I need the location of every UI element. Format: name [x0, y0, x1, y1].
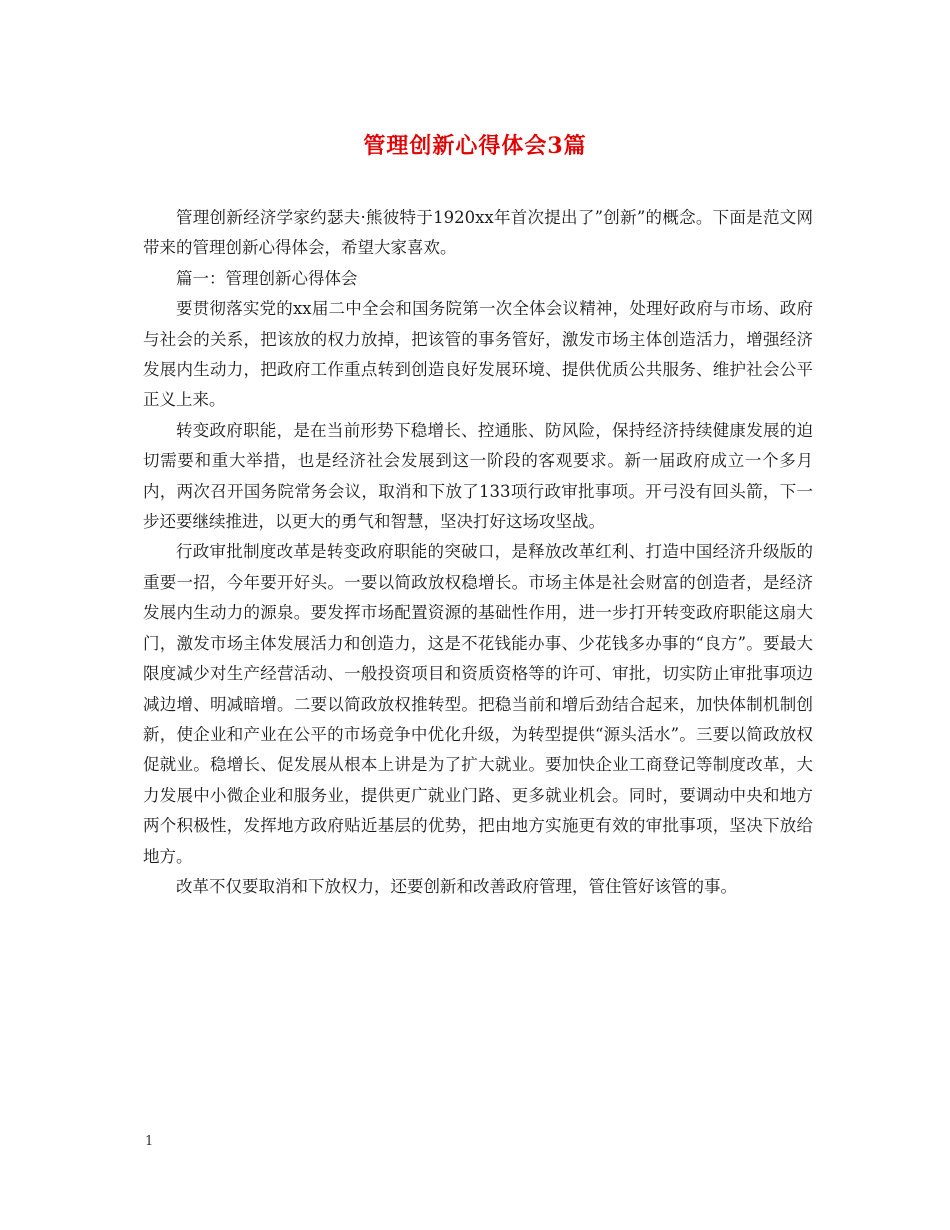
body-paragraph: 要贯彻落实党的xx届二中全会和国务院第一次全体会议精神，处理好政府与市场、政府与社会的关系，把该放的权力放掉，把该管的事务管好，激发市场主体创造活力，增强经济发展内生动力，把政府工作重点转到创造良好发展环境、提供优质公共服务、维护社会公平正义上来。: [143, 299, 813, 410]
body-paragraph: 转变政府职能，是在当前形势下稳增长、控通胀、防风险，保持经济持续健康发展的迫切需要和重大举措，也是经济社会发展到这一阶段的客观要求。新一届政府成立一个多月内，两次召开国务院常务会议，取消和下放了133项行政审批事项。开弓没有回头箭，下一步还要继续推进，以更大的勇气和智慧，坚决打好这场攻坚战。: [143, 420, 813, 532]
document-title: 管理创新心得体会3篇: [363, 133, 587, 159]
page-number: 1: [145, 1134, 154, 1149]
body-paragraph: 改革不仅要取消和下放权力，还要创新和改善政府管理，管住管好该管的事。: [176, 876, 737, 896]
document-body: [143, 203, 813, 902]
intro-paragraph: 管理创新经济学家约瑟夫·熊彼特于1920xx年首次提出了”创新”的概念。下面是范文网带来的管理创新心得体会，希望大家喜欢。: [143, 208, 813, 258]
body-paragraph: 行政审批制度改革是转变政府职能的突破口，是释放改革红利、打造中国经济升级版的重要一招，今年要开好头。一要以简政放权稳增长。市场主体是社会财富的创造者，是经济发展内生动力的源泉。要发挥市场配置资源的基础性作用，进一步打开转变政府职能这扇大门，激发市场主体发展活力和创造力，这是不花钱能办事、少花钱多办事的“良方”。要最大限度减少对生产经营活动、一般投资项目和资质资格等的许可、审批，切实防止审批事项边减边增、明减暗增。二要以简政放权推转型。把稳当前和增后劲结合起来，加快体制机制创新，使企业和产业在公平的市场竞争中优化升级，为转型提供“源头活水”。三要以简政放权促就业。稳增长、促发展从根本上讲是为了扩大就业。要加快企业工商登记等制度改革，大力发展中小微企业和服务业，提供更广就业门路、更多就业机会。同时，要调动中央和地方两个积极性，发挥地方政府贴近基层的优势，把由地方实施更有效的审批事项，坚决下放给地方。: [143, 542, 813, 866]
section-heading: 篇一：管理创新心得体会: [176, 268, 358, 288]
